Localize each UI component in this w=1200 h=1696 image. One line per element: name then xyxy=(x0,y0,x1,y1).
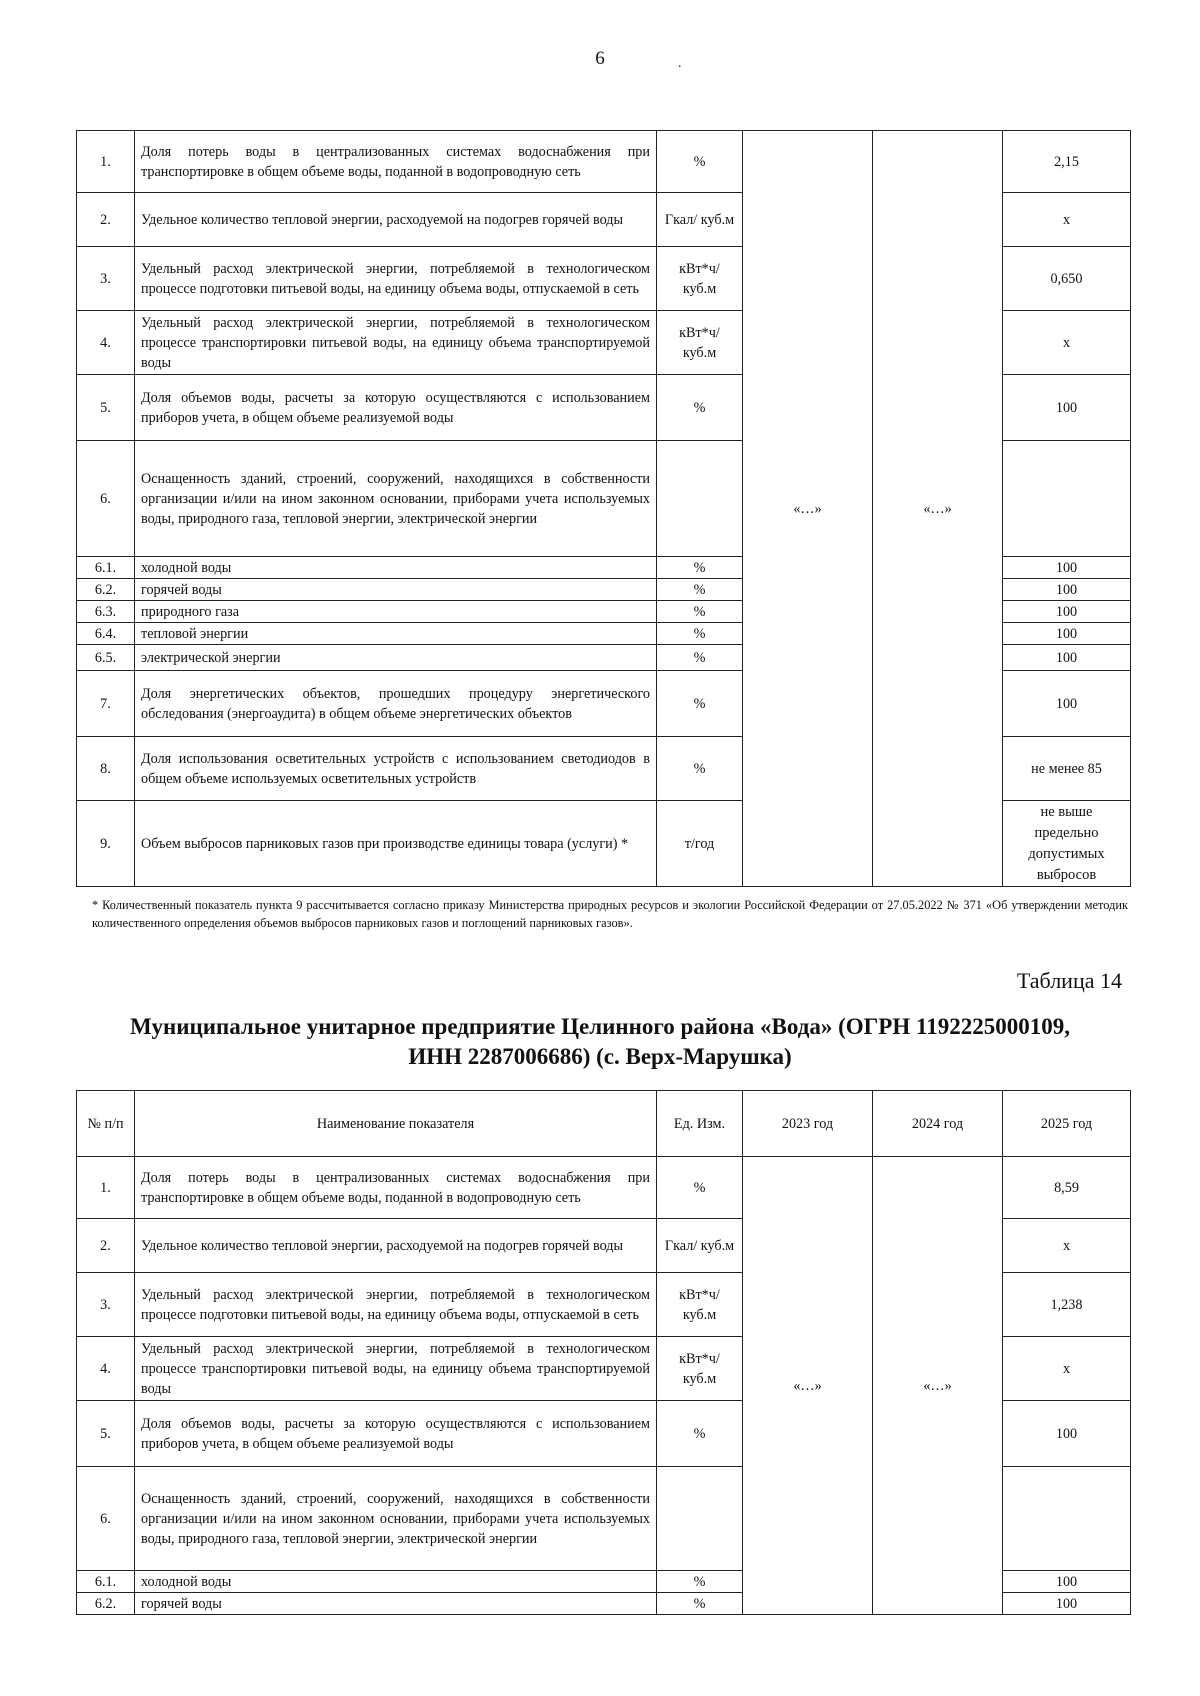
indicator-name: Доля потерь воды в централизованных системах водоснабжения при транспортировке в общем объеме воды, поданной в водопроводную сеть xyxy=(135,1157,657,1219)
row-number: 1. xyxy=(77,1157,135,1219)
indicator-name: горячей воды xyxy=(135,1593,657,1615)
value-2025: х xyxy=(1003,1219,1131,1273)
table-row xyxy=(77,131,1131,193)
header-num: № п/п xyxy=(77,1091,135,1157)
value-2025: 0,650 xyxy=(1003,247,1131,311)
row-number: 1. xyxy=(77,131,135,193)
title-line-1: Муниципальное унитарное предприятие Целинного района «Вода» (ОГРН 1192225000109, xyxy=(130,1014,1070,1039)
footnote: * Количественный показатель пункта 9 рассчитывается согласно приказу Министерства природных ресурсов и экологии Российской Федерации от 27.05.2022 № 371 «Об утверждении методик количественного определения объемов выбросов парниковых газов и поглощений парниковых газов». xyxy=(92,898,1128,930)
header-2023: 2023 год xyxy=(743,1091,873,1157)
indicator-name: Объем выбросов парниковых газов при производстве единицы товара (услуги) * xyxy=(135,801,657,887)
row-number: 4. xyxy=(77,311,135,375)
unit: % xyxy=(657,557,743,579)
value-2023: «…» xyxy=(743,1157,873,1615)
unit: Гкал/ куб.м xyxy=(657,193,743,247)
value-2025: 100 xyxy=(1003,579,1131,601)
unit: % xyxy=(657,671,743,737)
indicator-name: электрической энергии xyxy=(135,645,657,671)
table-header-row xyxy=(77,1091,1131,1157)
row-number: 2. xyxy=(77,193,135,247)
value-2024: «…» xyxy=(873,131,1003,887)
unit: % xyxy=(657,1593,743,1615)
unit: % xyxy=(657,375,743,441)
unit: кВт*ч/ куб.м xyxy=(657,311,743,375)
value-2025 xyxy=(1003,1467,1131,1571)
indicator-name: Удельный расход электрической энергии, потребляемой в технологическом процессе подготовки питьевой воды, на единицу объема воды, отпускаемой в сеть xyxy=(135,1273,657,1337)
unit: % xyxy=(657,1157,743,1219)
row-number: 6.1. xyxy=(77,557,135,579)
value-2025: 100 xyxy=(1003,645,1131,671)
page-mark: . xyxy=(678,56,682,71)
value-2023: «…» xyxy=(743,131,873,887)
indicator-name: Удельное количество тепловой энергии, расходуемой на подогрев горячей воды xyxy=(135,1219,657,1273)
indicator-name: природного газа xyxy=(135,601,657,623)
title-line-2: ИНН 2287006686) (с. Верх-Марушка) xyxy=(408,1044,792,1069)
unit: т/год xyxy=(657,801,743,887)
value-2025: 2,15 xyxy=(1003,131,1131,193)
header-unit: Ед. Изм. xyxy=(657,1091,743,1157)
value-2025: 100 xyxy=(1003,1593,1131,1615)
unit: % xyxy=(657,623,743,645)
indicator-name: Удельный расход электрической энергии, потребляемой в технологическом процессе транспортировки питьевой воды, на единицу объема транспортируемой воды xyxy=(135,1337,657,1401)
indicator-name: Доля энергетических объектов, прошедших процедуру энергетического обследования (энергоаудита) в общем объеме энергетических объектов xyxy=(135,671,657,737)
row-number: 6.4. xyxy=(77,623,135,645)
value-2025: 100 xyxy=(1003,601,1131,623)
table-row xyxy=(77,1157,1131,1219)
indicators-table-14 xyxy=(76,1090,1131,1615)
value-2024: «…» xyxy=(873,1157,1003,1615)
row-number: 6.2. xyxy=(77,1593,135,1615)
row-number: 6. xyxy=(77,441,135,557)
value-2025: 1,238 xyxy=(1003,1273,1131,1337)
unit: % xyxy=(657,1401,743,1467)
header-name: Наименование показателя xyxy=(135,1091,657,1157)
indicator-name: Оснащенность зданий, строений, сооружений, находящихся в собственности организации и/или на ином законном основании, приборами учета используемых воды, природного газа, тепловой энергии, электрической энергии xyxy=(135,441,657,557)
value-2025: 100 xyxy=(1003,1571,1131,1593)
value-2025: 8,59 xyxy=(1003,1157,1131,1219)
row-number: 3. xyxy=(77,1273,135,1337)
row-number: 6. xyxy=(77,1467,135,1571)
unit: % xyxy=(657,601,743,623)
indicator-name: Доля объемов воды, расчеты за которую осуществляются с использованием приборов учета, в общем объеме реализуемой воды xyxy=(135,1401,657,1467)
value-2025: 100 xyxy=(1003,1401,1131,1467)
unit: Гкал/ куб.м xyxy=(657,1219,743,1273)
row-number: 6.2. xyxy=(77,579,135,601)
row-number: 6.5. xyxy=(77,645,135,671)
unit: % xyxy=(657,579,743,601)
unit: % xyxy=(657,737,743,801)
value-2025: х xyxy=(1003,1337,1131,1401)
unit: кВт*ч/ куб.м xyxy=(657,1273,743,1337)
value-2025: 100 xyxy=(1003,671,1131,737)
row-number: 9. xyxy=(77,801,135,887)
value-2025: 100 xyxy=(1003,557,1131,579)
unit: кВт*ч/ куб.м xyxy=(657,247,743,311)
unit: кВт*ч/ куб.м xyxy=(657,1337,743,1401)
indicator-name: холодной воды xyxy=(135,1571,657,1593)
header-2024: 2024 год xyxy=(873,1091,1003,1157)
row-number: 2. xyxy=(77,1219,135,1273)
indicator-name: холодной воды xyxy=(135,557,657,579)
value-2025: 100 xyxy=(1003,375,1131,441)
indicator-name: Доля использования осветительных устройств с использованием светодиодов в общем объеме используемых осветительных устройств xyxy=(135,737,657,801)
row-number: 5. xyxy=(77,1401,135,1467)
value-2025: не менее 85 xyxy=(1003,737,1131,801)
value-2025: не выше предельно допустимых выбросов xyxy=(1003,801,1131,887)
unit xyxy=(657,441,743,557)
indicator-name: горячей воды xyxy=(135,579,657,601)
indicator-name: Доля потерь воды в централизованных системах водоснабжения при транспортировке в общем объеме воды, поданной в водопроводную сеть xyxy=(135,131,657,193)
indicator-name: Удельный расход электрической энергии, потребляемой в технологическом процессе транспортировки питьевой воды, на единицу объема транспортируемой воды xyxy=(135,311,657,375)
header-2025: 2025 год xyxy=(1003,1091,1131,1157)
section-title xyxy=(60,1012,1140,1072)
unit: % xyxy=(657,1571,743,1593)
indicator-name: Доля объемов воды, расчеты за которую осуществляются с использованием приборов учета, в общем объеме реализуемой воды xyxy=(135,375,657,441)
unit: % xyxy=(657,131,743,193)
row-number: 3. xyxy=(77,247,135,311)
value-2025: х xyxy=(1003,311,1131,375)
row-number: 5. xyxy=(77,375,135,441)
row-number: 4. xyxy=(77,1337,135,1401)
unit: % xyxy=(657,645,743,671)
indicator-name: Удельное количество тепловой энергии, расходуемой на подогрев горячей воды xyxy=(135,193,657,247)
indicators-table-continued xyxy=(76,130,1131,887)
row-number: 6.3. xyxy=(77,601,135,623)
indicator-name: Удельный расход электрической энергии, потребляемой в технологическом процессе подготовки питьевой воды, на единицу объема воды, отпускаемой в сеть xyxy=(135,247,657,311)
table-label: Таблица 14 xyxy=(1016,968,1122,993)
row-number: 6.1. xyxy=(77,1571,135,1593)
value-2025: х xyxy=(1003,193,1131,247)
unit xyxy=(657,1467,743,1571)
row-number: 7. xyxy=(77,671,135,737)
value-2025: 100 xyxy=(1003,623,1131,645)
page-number: 6 xyxy=(595,48,605,69)
row-number: 8. xyxy=(77,737,135,801)
value-2025 xyxy=(1003,441,1131,557)
indicator-name: Оснащенность зданий, строений, сооружений, находящихся в собственности организации и/или на ином законном основании, приборами учета используемых воды, природного газа, тепловой энергии, электрической энергии xyxy=(135,1467,657,1571)
indicator-name: тепловой энергии xyxy=(135,623,657,645)
